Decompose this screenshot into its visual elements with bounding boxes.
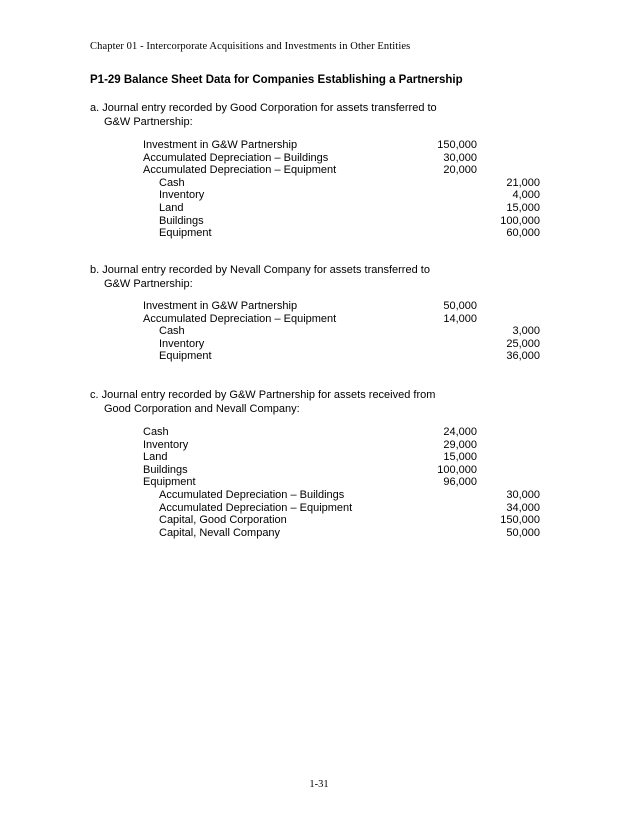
debit-amount: 96,000: [443, 476, 477, 489]
account-name: Land: [159, 201, 184, 214]
account-name: Inventory: [143, 438, 189, 451]
entry-line: [0, 489, 638, 502]
account-name: Land: [143, 451, 168, 464]
account-name: Accumulated Depreciation – Equipment: [159, 501, 353, 514]
section-c-intro: [90, 388, 435, 416]
section-b-intro: [90, 263, 430, 291]
entry-line: [0, 464, 638, 477]
entry-line: [0, 426, 638, 439]
credit-amount: 50,000: [506, 526, 540, 539]
debit-amount: 100,000: [437, 463, 477, 476]
credit-amount: 30,000: [506, 488, 540, 501]
journal-entry-a: [0, 139, 638, 240]
entry-line: [0, 202, 638, 215]
entry-line: [0, 451, 638, 464]
account-name: Equipment: [159, 350, 212, 363]
debit-amount: 14,000: [443, 312, 477, 325]
entry-line: [0, 164, 638, 177]
account-name: Equipment: [159, 227, 212, 240]
section-a-intro-line1: a. Journal entry recorded by Good Corporation for assets transferred to: [90, 102, 437, 114]
account-name: Capital, Good Corporation: [159, 514, 287, 527]
credit-amount: 15,000: [506, 201, 540, 214]
debit-amount: 150,000: [437, 139, 477, 151]
account-name: Cash: [159, 176, 185, 189]
section-a-intro-line2: G&W Partnership:: [104, 116, 193, 128]
account-name: Buildings: [159, 214, 204, 227]
page-number: 1-31: [309, 779, 329, 790]
entry-line: [0, 300, 638, 313]
account-name: Accumulated Depreciation – Equipment: [143, 312, 337, 325]
account-name: Investment in G&W Partnership: [143, 300, 298, 312]
entry-line: [0, 139, 638, 152]
page-header: Chapter 01 - Intercorporate Acquisitions and Investments in Other Entities: [90, 41, 411, 52]
entry-line: [0, 476, 638, 489]
credit-amount: 25,000: [506, 337, 540, 350]
credit-amount: 34,000: [506, 501, 540, 514]
debit-amount: 50,000: [443, 300, 477, 312]
credit-amount: 100,000: [500, 214, 540, 227]
journal-entry-c: [0, 426, 638, 539]
section-b-intro-line1: b. Journal entry recorded by Nevall Company for assets transferred to: [90, 264, 430, 276]
debit-amount: 15,000: [443, 451, 477, 464]
entry-line: [0, 189, 638, 202]
entry-line: [0, 439, 638, 452]
account-name: Cash: [143, 426, 169, 438]
journal-entry-b: [0, 300, 638, 363]
entry-line: [0, 152, 638, 165]
credit-amount: 150,000: [500, 514, 540, 527]
account-name: Capital, Nevall Company: [159, 526, 281, 539]
entry-line: [0, 215, 638, 228]
section-c-intro-line2: Good Corporation and Nevall Company:: [104, 403, 300, 415]
section-c-intro-line1: c. Journal entry recorded by G&W Partnership for assets received from: [90, 389, 436, 401]
problem-title: P1-29 Balance Sheet Data for Companies Establishing a Partnership: [90, 74, 463, 86]
entry-line: [0, 527, 638, 540]
account-name: Equipment: [143, 476, 196, 489]
entry-line: [0, 325, 638, 338]
credit-amount: 60,000: [506, 227, 540, 240]
account-name: Accumulated Depreciation – Buildings: [143, 151, 329, 164]
section-b-intro-line2: G&W Partnership:: [104, 278, 193, 290]
account-name: Cash: [159, 325, 185, 338]
credit-amount: 4,000: [512, 189, 540, 202]
account-name: Accumulated Depreciation – Equipment: [143, 164, 337, 177]
account-name: Accumulated Depreciation – Buildings: [159, 488, 345, 501]
entry-line: [0, 313, 638, 326]
credit-amount: 3,000: [512, 325, 540, 338]
debit-amount: 24,000: [443, 426, 477, 438]
entry-line: [0, 350, 638, 363]
account-name: Buildings: [143, 463, 188, 476]
debit-amount: 20,000: [443, 164, 477, 177]
account-name: Inventory: [159, 189, 205, 202]
credit-amount: 21,000: [506, 176, 540, 189]
debit-amount: 29,000: [443, 438, 477, 451]
entry-line: [0, 338, 638, 351]
account-name: Investment in G&W Partnership: [143, 139, 298, 151]
debit-amount: 30,000: [443, 151, 477, 164]
account-name: Inventory: [159, 337, 205, 350]
entry-line: [0, 227, 638, 240]
entry-line: [0, 177, 638, 190]
entry-line: [0, 514, 638, 527]
credit-amount: 36,000: [506, 350, 540, 363]
entry-line: [0, 502, 638, 515]
section-a-intro: [90, 101, 437, 129]
